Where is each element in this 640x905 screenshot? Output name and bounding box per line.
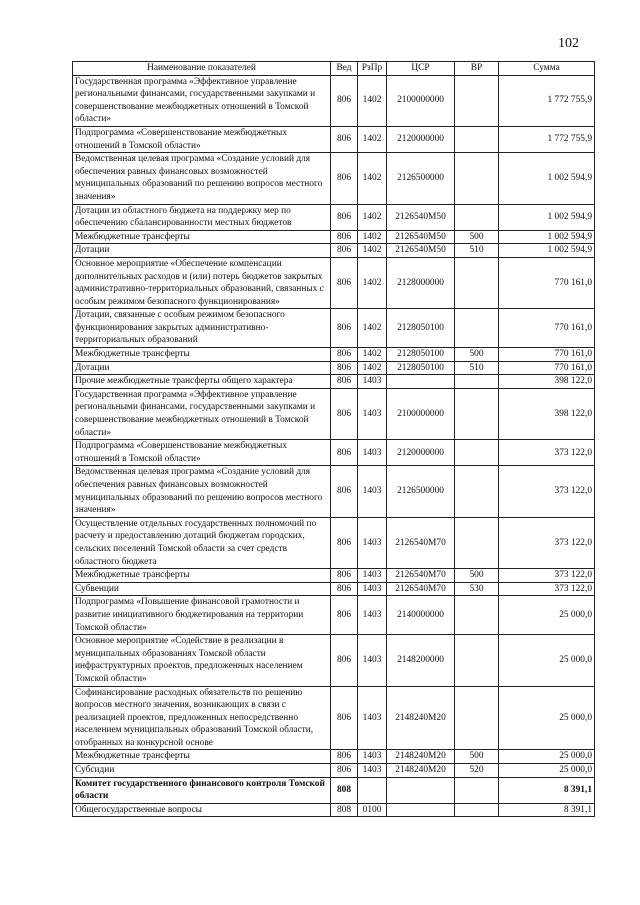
- row-ved-cell: 806: [331, 244, 358, 258]
- table-row: [73, 596, 595, 635]
- row-vr-cell: [455, 204, 499, 230]
- header-csr: ЦСР: [387, 62, 455, 76]
- row-rzpr-cell: 1403: [358, 596, 387, 635]
- row-vr-cell: 510: [455, 244, 499, 258]
- table-row: [73, 388, 595, 439]
- row-sum-cell: 1 002 594,9: [499, 230, 595, 244]
- row-csr-cell: 2120000000: [387, 440, 455, 466]
- row-ved-cell: 806: [331, 466, 358, 517]
- row-name-cell: Межбюджетные трансферты: [73, 230, 331, 244]
- row-sum-cell: 373 122,0: [499, 569, 595, 583]
- row-sum-cell: 398 122,0: [499, 375, 595, 389]
- row-csr-cell: 2126500000: [387, 153, 455, 204]
- row-csr-cell: 2120000000: [387, 126, 455, 152]
- row-rzpr-cell: 0100: [358, 803, 387, 817]
- row-vr-cell: [455, 803, 499, 817]
- row-rzpr-cell: 1402: [358, 244, 387, 258]
- row-csr-cell: 2100000000: [387, 388, 455, 439]
- row-ved-cell: 808: [331, 803, 358, 817]
- row-csr-cell: 2100000000: [387, 75, 455, 126]
- row-rzpr-cell: 1403: [358, 686, 387, 750]
- table-row: [73, 126, 595, 152]
- row-csr-cell: 2126540М70: [387, 569, 455, 583]
- row-csr-cell: 2126540М70: [387, 582, 455, 596]
- row-ved-cell: 806: [331, 309, 358, 348]
- table-row: [73, 517, 595, 568]
- header-name: Наименование показателей: [73, 62, 331, 76]
- row-ved-cell: 806: [331, 686, 358, 750]
- row-vr-cell: 520: [455, 764, 499, 778]
- row-name-cell: Подпрограмма «Совершенствование межбюджетных отношений в Томской области»: [73, 440, 331, 466]
- row-csr-cell: 2148240М20: [387, 686, 455, 750]
- row-vr-cell: 500: [455, 348, 499, 362]
- row-name-cell: Ведомственная целевая программа «Создание условий для обеспечения равных финансовых возможностей муниципальных образований по решению вопросов местного значения»: [73, 466, 331, 517]
- header-rzpr: РзПр: [358, 62, 387, 76]
- row-sum-cell: 373 122,0: [499, 466, 595, 517]
- row-vr-cell: [455, 309, 499, 348]
- header-vr: ВР: [455, 62, 499, 76]
- table-row: [73, 230, 595, 244]
- row-csr-cell: 2148240М20: [387, 764, 455, 778]
- row-ved-cell: 806: [331, 596, 358, 635]
- row-name-cell: Субвенции: [73, 582, 331, 596]
- row-rzpr-cell: 1403: [358, 440, 387, 466]
- row-sum-cell: 373 122,0: [499, 517, 595, 568]
- row-name-cell: Ведомственная целевая программа «Создание условий для обеспечения равных финансовых возможностей муниципальных образований по решению вопросов местного значения»: [73, 153, 331, 204]
- row-csr-cell: 2126500000: [387, 466, 455, 517]
- row-csr-cell: 2128050100: [387, 348, 455, 362]
- row-ved-cell: 806: [331, 569, 358, 583]
- row-sum-cell: 398 122,0: [499, 388, 595, 439]
- row-csr-cell: [387, 803, 455, 817]
- row-ved-cell: 806: [331, 517, 358, 568]
- row-sum-cell: 25 000,0: [499, 635, 595, 686]
- row-name-cell: Общегосударственные вопросы: [73, 803, 331, 817]
- row-rzpr-cell: 1402: [358, 309, 387, 348]
- row-rzpr-cell: 1402: [358, 257, 387, 308]
- row-rzpr-cell: 1403: [358, 517, 387, 568]
- row-ved-cell: 806: [331, 126, 358, 152]
- row-vr-cell: [455, 466, 499, 517]
- table-row: [73, 153, 595, 204]
- row-vr-cell: 510: [455, 361, 499, 375]
- row-rzpr-cell: 1402: [358, 230, 387, 244]
- row-sum-cell: 1 002 594,9: [499, 153, 595, 204]
- row-name-cell: Софинансирование расходных обязательств по решению вопросов местного значения, возникающих в связи с реализацией проектов, предложенных непосредственно населением муниципальных образований Томской области, отобранных на конкурсной основе: [73, 686, 331, 750]
- row-sum-cell: 373 122,0: [499, 440, 595, 466]
- row-csr-cell: 2148200000: [387, 635, 455, 686]
- row-name-cell: Основное мероприятие «Содействие в реализации в муниципальных образованиях Томской области инфраструктурных проектов, предложенных населением Томской области»: [73, 635, 331, 686]
- row-ved-cell: 806: [331, 582, 358, 596]
- table-row: [73, 582, 595, 596]
- table-row: [73, 361, 595, 375]
- row-name-cell: Подпрограмма «Совершенствование межбюджетных отношений в Томской области»: [73, 126, 331, 152]
- row-rzpr-cell: 1403: [358, 750, 387, 764]
- row-sum-cell: 770 161,0: [499, 348, 595, 362]
- row-csr-cell: 2126540М50: [387, 230, 455, 244]
- row-ved-cell: 806: [331, 635, 358, 686]
- row-ved-cell: 806: [331, 361, 358, 375]
- row-vr-cell: [455, 257, 499, 308]
- row-rzpr-cell: 1402: [358, 204, 387, 230]
- row-sum-cell: 1 772 755,9: [499, 75, 595, 126]
- row-sum-cell: 373 122,0: [499, 582, 595, 596]
- row-name-cell: Субсидии: [73, 764, 331, 778]
- row-csr-cell: [387, 777, 455, 803]
- row-name-cell: Основное мероприятие «Обеспечение компенсации дополнительных расходов и (или) потерь бюджетов закрытых административно-территориальных образований, связанных с особым режимом безопасного функционирования»: [73, 257, 331, 308]
- row-rzpr-cell: 1402: [358, 361, 387, 375]
- table-header-row: [73, 62, 595, 76]
- table-row: [73, 75, 595, 126]
- row-rzpr-cell: 1402: [358, 75, 387, 126]
- row-rzpr-cell: 1402: [358, 348, 387, 362]
- row-name-cell: Прочие межбюджетные трансферты общего характера: [73, 375, 331, 389]
- header-ved: Вед: [331, 62, 358, 76]
- row-ved-cell: 806: [331, 750, 358, 764]
- row-sum-cell: 25 000,0: [499, 750, 595, 764]
- row-ved-cell: 806: [331, 75, 358, 126]
- row-csr-cell: 2128050100: [387, 361, 455, 375]
- row-vr-cell: [455, 596, 499, 635]
- row-ved-cell: 806: [331, 348, 358, 362]
- row-name-cell: Дотации: [73, 244, 331, 258]
- table-row: [73, 440, 595, 466]
- row-sum-cell: 1 002 594,9: [499, 244, 595, 258]
- row-rzpr-cell: 1403: [358, 569, 387, 583]
- row-rzpr-cell: [358, 777, 387, 803]
- row-ved-cell: 808: [331, 777, 358, 803]
- row-ved-cell: 806: [331, 230, 358, 244]
- row-rzpr-cell: 1402: [358, 153, 387, 204]
- row-rzpr-cell: 1403: [358, 764, 387, 778]
- row-sum-cell: 8 391,1: [499, 803, 595, 817]
- row-name-cell: Комитет государственного финансового контроля Томской области: [73, 777, 331, 803]
- row-ved-cell: 806: [331, 153, 358, 204]
- row-rzpr-cell: 1403: [358, 635, 387, 686]
- row-sum-cell: 770 161,0: [499, 309, 595, 348]
- row-name-cell: Осуществление отдельных государственных полномочий по расчету и предоставлению дотаций бюджетам городских, сельских поселений Томской области за счет средств областного бюджета: [73, 517, 331, 568]
- row-vr-cell: 500: [455, 230, 499, 244]
- table-row: [73, 686, 595, 750]
- row-csr-cell: 2126540М70: [387, 517, 455, 568]
- row-ved-cell: 806: [331, 440, 358, 466]
- table-body: [73, 75, 595, 817]
- row-ved-cell: 806: [331, 764, 358, 778]
- row-sum-cell: 1 002 594,9: [499, 204, 595, 230]
- table-row: [73, 375, 595, 389]
- table-row: [73, 257, 595, 308]
- row-name-cell: Межбюджетные трансферты: [73, 569, 331, 583]
- row-csr-cell: 2140000000: [387, 596, 455, 635]
- budget-table: [72, 61, 595, 817]
- table-row: [73, 244, 595, 258]
- row-rzpr-cell: 1403: [358, 466, 387, 517]
- header-sum: Сумма: [499, 62, 595, 76]
- table-row: [73, 635, 595, 686]
- row-vr-cell: 500: [455, 569, 499, 583]
- row-name-cell: Дотации из областного бюджета на поддержку мер по обеспечению сбалансированности местных бюджетов: [73, 204, 331, 230]
- table-row: [73, 777, 595, 803]
- row-name-cell: Государственная программа «Эффективное управление региональными финансами, государственными закупками и совершенствование межбюджетных отношений в Томской области»: [73, 75, 331, 126]
- row-name-cell: Межбюджетные трансферты: [73, 348, 331, 362]
- row-csr-cell: 2148240М20: [387, 750, 455, 764]
- row-vr-cell: [455, 75, 499, 126]
- row-ved-cell: 806: [331, 388, 358, 439]
- row-vr-cell: 530: [455, 582, 499, 596]
- table-row: [73, 569, 595, 583]
- row-ved-cell: 806: [331, 375, 358, 389]
- row-rzpr-cell: 1402: [358, 126, 387, 152]
- row-name-cell: Подпрограмма «Повышение финансовой грамотности и развитие инициативного бюджетирования на территории Томской области»: [73, 596, 331, 635]
- row-csr-cell: 2126540М50: [387, 204, 455, 230]
- table-row: [73, 803, 595, 817]
- row-vr-cell: 500: [455, 750, 499, 764]
- table-row: [73, 764, 595, 778]
- row-name-cell: Дотации: [73, 361, 331, 375]
- row-vr-cell: [455, 126, 499, 152]
- row-sum-cell: 770 161,0: [499, 361, 595, 375]
- row-sum-cell: 25 000,0: [499, 764, 595, 778]
- row-sum-cell: 1 772 755,9: [499, 126, 595, 152]
- row-csr-cell: [387, 375, 455, 389]
- row-ved-cell: 806: [331, 204, 358, 230]
- table-row: [73, 750, 595, 764]
- row-vr-cell: [455, 388, 499, 439]
- row-csr-cell: 2126540М50: [387, 244, 455, 258]
- row-sum-cell: 25 000,0: [499, 686, 595, 750]
- page-number: 102: [558, 36, 579, 51]
- row-vr-cell: [455, 153, 499, 204]
- row-vr-cell: [455, 440, 499, 466]
- table-row: [73, 348, 595, 362]
- row-vr-cell: [455, 375, 499, 389]
- row-name-cell: Межбюджетные трансферты: [73, 750, 331, 764]
- table-row: [73, 204, 595, 230]
- row-csr-cell: 2128000000: [387, 257, 455, 308]
- row-vr-cell: [455, 635, 499, 686]
- row-vr-cell: [455, 686, 499, 750]
- row-sum-cell: 770 161,0: [499, 257, 595, 308]
- table-row: [73, 466, 595, 517]
- row-name-cell: Государственная программа «Эффективное управление региональными финансами, государственными закупками и совершенствование межбюджетных отношений в Томской области»: [73, 388, 331, 439]
- row-sum-cell: 25 000,0: [499, 596, 595, 635]
- row-sum-cell: 8 391,1: [499, 777, 595, 803]
- row-rzpr-cell: 1403: [358, 375, 387, 389]
- row-vr-cell: [455, 517, 499, 568]
- row-csr-cell: 2128050100: [387, 309, 455, 348]
- row-ved-cell: 806: [331, 257, 358, 308]
- row-vr-cell: [455, 777, 499, 803]
- row-rzpr-cell: 1403: [358, 388, 387, 439]
- row-name-cell: Дотации, связанные с особым режимом безопасного функционирования закрытых административно-территориальных образований: [73, 309, 331, 348]
- row-rzpr-cell: 1403: [358, 582, 387, 596]
- table-row: [73, 309, 595, 348]
